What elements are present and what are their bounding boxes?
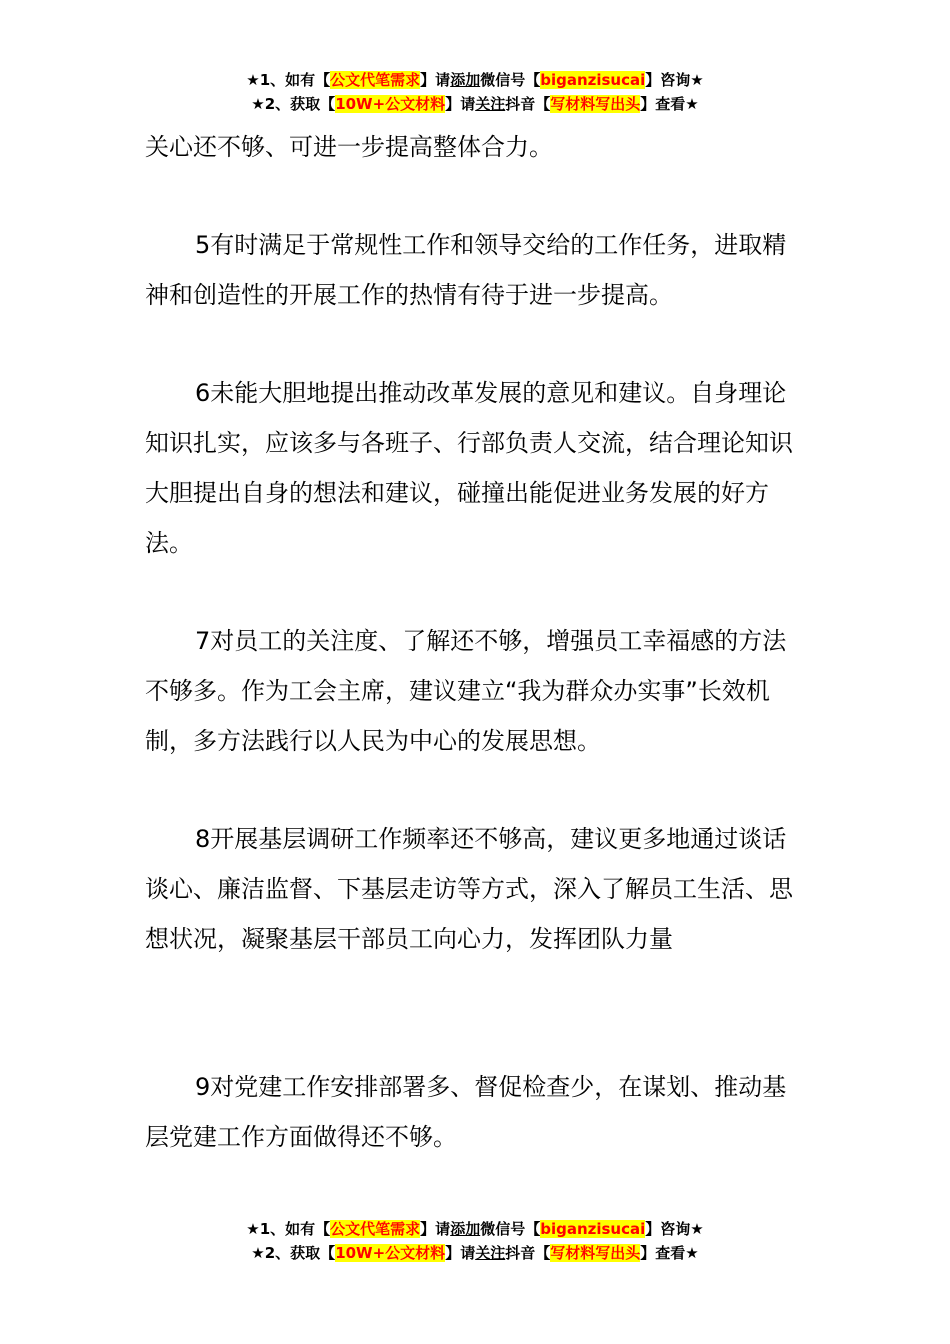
paragraph-7: 7对员工的关注度、了解还不够，增强员工幸福感的方法不够多。作为工会主席，建议建立“我为群众办实事”长效机制，多方法践行以人民为中心的发展思想。	[145, 627, 787, 755]
underline-add: 添加	[450, 1220, 481, 1238]
highlight-douyin: 写材料写出头	[550, 1244, 641, 1262]
highlight-service: 公文代笔需求	[330, 1220, 421, 1238]
highlight-douyin: 写材料写出头	[550, 95, 641, 113]
highlight-wechat-id: biganzisucai	[540, 71, 646, 89]
paragraph-continuation: 关心还不够、可进一步提高整体合力。	[145, 133, 553, 161]
underline-follow: 关注	[475, 95, 506, 113]
footer-line-1: ★1、如有【公文代笔需求】请添加微信号【biganzisucai】咨询★	[246, 1220, 704, 1238]
header-banner-top	[0, 68, 950, 116]
highlight-service: 公文代笔需求	[330, 71, 421, 89]
underline-follow: 关注	[475, 1244, 506, 1262]
highlight-materials: 10W+公文材料	[335, 95, 446, 113]
paragraph-6: 6未能大胆地提出推动改革发展的意见和建议。自身理论知识扎实，应该多与各班子、行部负责人交流，结合理论知识大胆提出自身的想法和建议，碰撞出能促进业务发展的好方法。	[145, 379, 793, 557]
header-line-2: ★2、获取【10W+公文材料】请关注抖音【写材料写出头】查看★	[251, 95, 699, 113]
underline-add: 添加	[450, 71, 481, 89]
paragraph-9: 9对党建工作安排部署多、督促检查少，在谋划、推动基层党建工作方面做得还不够。	[145, 1073, 787, 1151]
header-line-1: ★1、如有【公文代笔需求】请添加微信号【biganzisucai】咨询★	[246, 71, 704, 89]
highlight-materials: 10W+公文材料	[335, 1244, 446, 1262]
paragraph-5: 5有时满足于常规性工作和领导交给的工作任务，进取精神和创造性的开展工作的热情有待于进一步提高。	[145, 231, 787, 309]
paragraph-8: 8开展基层调研工作频率还不够高，建议更多地通过谈话谈心、廉洁监督、下基层走访等方式，深入了解员工生活、思想状况，凝聚基层干部员工向心力，发挥团队力量	[145, 825, 793, 953]
highlight-wechat-id: biganzisucai	[540, 1220, 646, 1238]
footer-line-2: ★2、获取【10W+公文材料】请关注抖音【写材料写出头】查看★	[251, 1244, 699, 1262]
document-body	[145, 122, 810, 1162]
header-banner-bottom	[0, 1217, 950, 1265]
